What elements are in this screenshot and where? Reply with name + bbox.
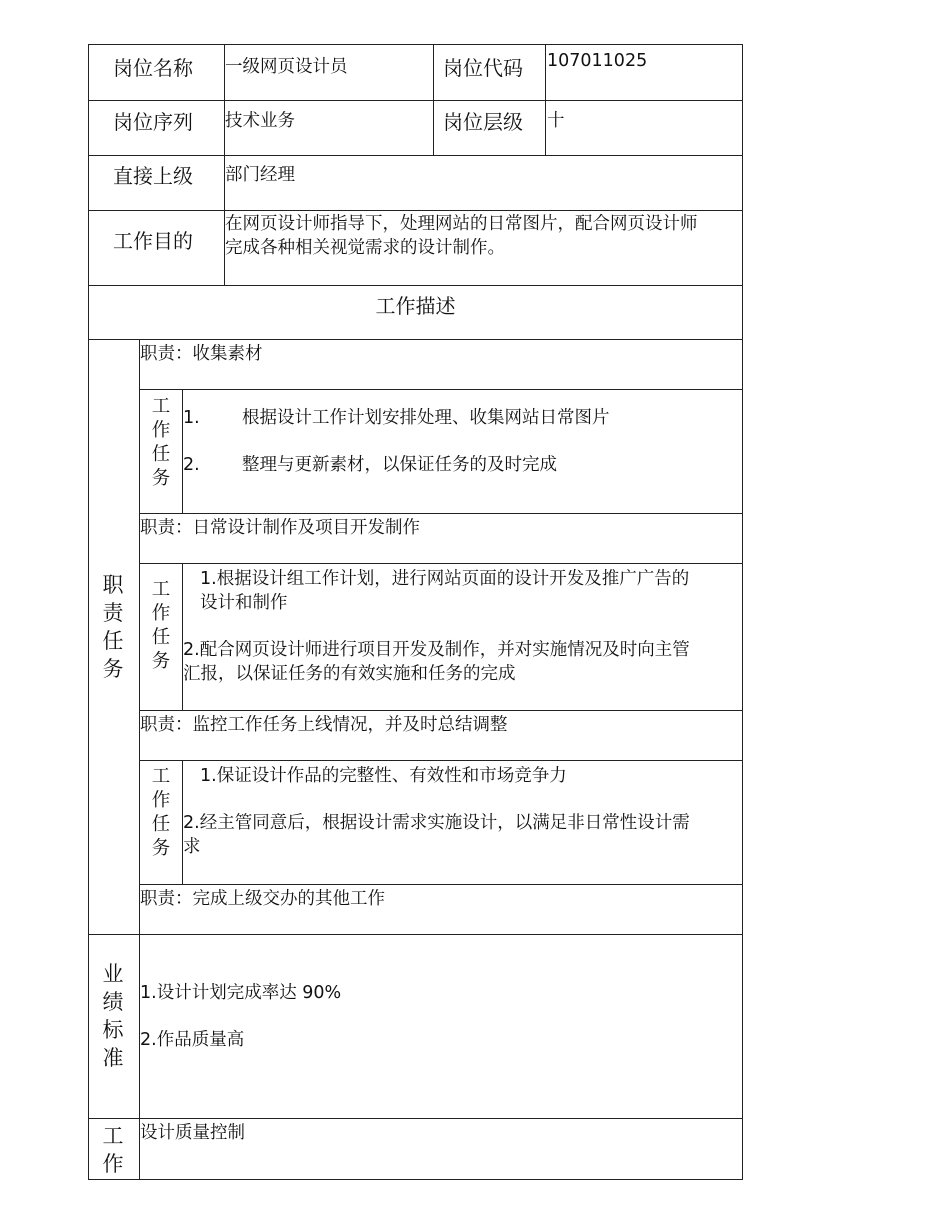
duty-4-title: 职责：完成上级交办的其他工作 — [140, 889, 385, 909]
duty-1-task-1-text: 根据设计工作计划安排处理、收集网站日常图片 — [242, 408, 610, 428]
work-label: 工 作 — [102, 1124, 124, 1176]
duty-3-task-2-line2: 求 — [183, 837, 201, 857]
job-series-label: 岗位序列 — [113, 110, 193, 134]
task-label-3: 工 作 任 务 — [151, 766, 171, 859]
duty-2-task-1-line2: 设计和制作 — [200, 593, 288, 613]
duty-2-title: 职责：日常设计制作及项目开发制作 — [140, 518, 420, 538]
job-name-label: 岗位名称 — [113, 56, 193, 80]
job-code-label: 岗位代码 — [443, 56, 523, 80]
duty-2-task-1-line1: 1.根据设计组工作计划，进行网站页面的设计开发及推广广告的 — [200, 569, 690, 589]
duty-3-task-2-line1: 2.经主管同意后，根据设计需求实施设计，以满足非日常性设计需 — [183, 813, 690, 833]
performance-label: 业 绩 标 准 — [102, 962, 124, 1070]
duty-1-title: 职责：收集素材 — [140, 344, 263, 364]
task-label-1: 工 作 任 务 — [151, 396, 171, 489]
job-level-label: 岗位层级 — [443, 110, 523, 134]
duty-2-task-2-line2: 汇报，以保证任务的有效实施和任务的完成 — [183, 664, 516, 684]
work-value: 设计质量控制 — [140, 1123, 245, 1143]
duty-2-task-2-line1: 2.配合网页设计师进行项目开发及制作，并对实施情况及时向主管 — [183, 640, 690, 660]
purpose-value-line1: 在网页设计师指导下，处理网站的日常图片，配合网页设计师 — [225, 214, 698, 234]
duties-label: 职 责 任 务 — [102, 573, 124, 681]
job-series-value: 技术业务 — [225, 111, 295, 131]
performance-item-2: 2.作品质量高 — [140, 1030, 245, 1050]
supervisor-label: 直接上级 — [113, 164, 193, 188]
job-code-value: 107011025 — [547, 51, 648, 71]
job-level-value: 十 — [547, 111, 565, 131]
performance-item-1: 1.设计计划完成率达 90% — [140, 983, 342, 1003]
description-title: 工作描述 — [375, 294, 456, 318]
purpose-label: 工作目的 — [113, 229, 193, 253]
task-label-2: 工 作 任 务 — [151, 579, 171, 672]
duty-3-title: 职责：监控工作任务上线情况，并及时总结调整 — [140, 715, 508, 735]
duty-1-task-1-num: 1. — [183, 408, 200, 428]
duty-1-task-2-num: 2. — [183, 455, 200, 475]
supervisor-value: 部门经理 — [225, 165, 295, 185]
job-name-value: 一级网页设计员 — [225, 57, 348, 77]
duty-1-task-2-text: 整理与更新素材，以保证任务的及时完成 — [242, 455, 557, 475]
purpose-value-line2: 完成各种相关视觉需求的设计制作。 — [225, 238, 505, 258]
duty-3-task-1-line1: 1.保证设计作品的完整性、有效性和市场竞争力 — [200, 766, 567, 786]
